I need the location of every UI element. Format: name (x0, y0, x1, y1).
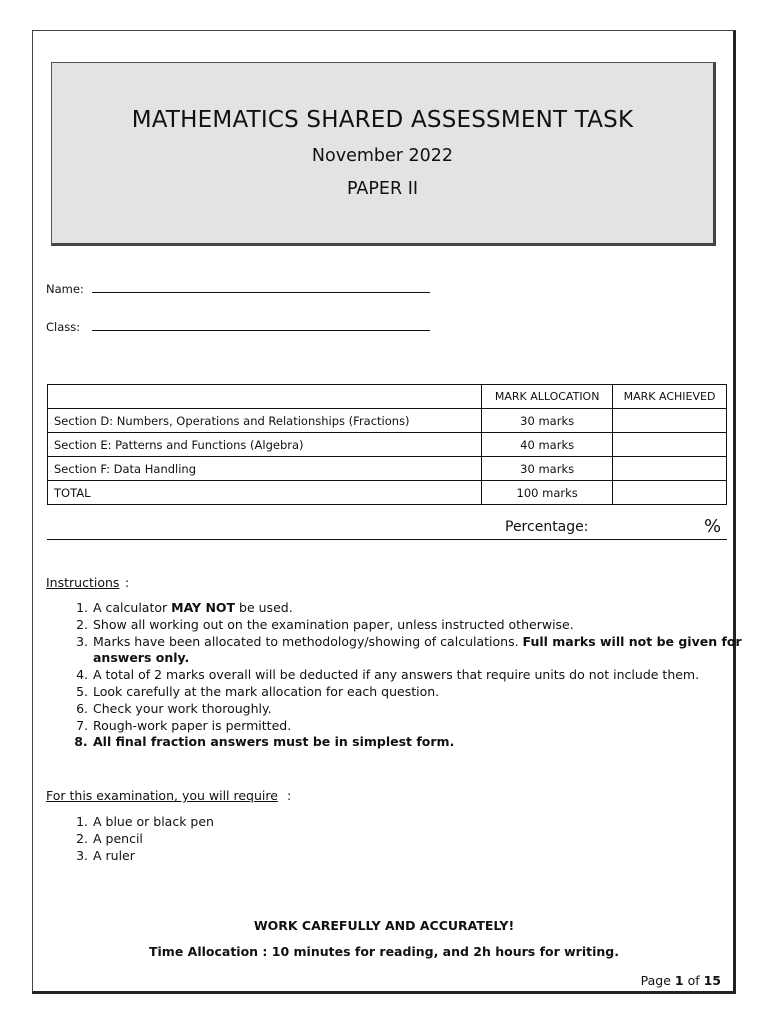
list-item: 2. Show all working out on the examination paper, unless instructed otherwise. (92, 617, 742, 634)
list-item (92, 600, 742, 617)
header-mark-allocation: MARK ALLOCATION (482, 385, 613, 409)
item-bold-text: MAY NOT (171, 600, 236, 615)
name-label: Name: (46, 282, 84, 296)
class-field-row (46, 320, 430, 334)
achieved-cell[interactable] (613, 433, 727, 457)
page-of: of (683, 973, 704, 988)
name-line[interactable] (92, 282, 430, 293)
percentage-label: Percentage: (505, 519, 589, 535)
list-item: 5. Look carefully at the mark allocation for each question. (92, 684, 742, 701)
document-paper: PAPER II (346, 179, 419, 199)
table-row (48, 433, 727, 457)
instructions-heading-text: Instructions (46, 575, 120, 590)
list-item: 7. Rough-work paper is permitted. (92, 718, 742, 735)
document-date: November 2022 (311, 146, 454, 166)
class-line[interactable] (92, 320, 430, 331)
list-item: 6. Check your work thoroughly. (92, 701, 742, 718)
section-cell: TOTAL (48, 481, 482, 505)
achieved-cell[interactable] (613, 481, 727, 505)
allocation-cell: 40 marks (482, 433, 613, 457)
item-text: be used. (235, 600, 293, 615)
item-text: Marks have been allocated to methodology/showing of calculations. (93, 633, 523, 649)
table-row (48, 409, 727, 433)
table-row (48, 457, 727, 481)
requirements-heading-text: For this examination, you will require (46, 788, 278, 803)
document-title: MATHEMATICS SHARED ASSESSMENT TASK (131, 107, 634, 133)
table-row-total (48, 481, 727, 505)
list-item: 2. A pencil (92, 831, 742, 848)
list-item: 8. All final fraction answers must be in simplest form. (92, 734, 742, 751)
header-section (48, 385, 482, 409)
section-cell: Section E: Patterns and Functions (Algebra) (48, 433, 482, 457)
achieved-cell[interactable] (613, 409, 727, 433)
section-cell: Section D: Numbers, Operations and Relationships (Fractions) (48, 409, 482, 433)
percentage-sign: % (704, 516, 722, 537)
name-field-row (46, 282, 430, 296)
instructions-heading-colon: : (125, 575, 130, 590)
instructions-list (46, 600, 742, 751)
list-item (92, 634, 742, 668)
item-text: A calculator (93, 600, 172, 615)
caution-text: WORK CAREFULLY AND ACCURATELY! (253, 918, 515, 933)
header-mark-achieved: MARK ACHIEVED (613, 385, 727, 409)
requirements-heading-colon: : (287, 788, 292, 803)
mark-table (47, 384, 727, 505)
allocation-cell: 100 marks (482, 481, 613, 505)
instructions-heading (46, 575, 119, 590)
page-prefix: Page (640, 973, 675, 988)
item-bold-text: . (184, 650, 190, 666)
requirements-list (46, 814, 742, 864)
requirements-heading (46, 788, 278, 803)
header-box (51, 62, 716, 246)
page-number (641, 973, 721, 988)
item-bold-text: Full marks will not be given for answers only (93, 633, 742, 666)
time-allocation-text: Time Allocation : 10 minutes for reading, and 2h hours for writing. (148, 944, 619, 959)
list-item: 4. A total of 2 marks overall will be deducted if any answers that require units do not include them. (92, 667, 742, 684)
achieved-cell[interactable] (613, 457, 727, 481)
section-cell: Section F: Data Handling (48, 457, 482, 481)
page-current: 1 (674, 973, 684, 988)
allocation-cell: 30 marks (482, 409, 613, 433)
page-total: 15 (703, 973, 721, 988)
list-item: 1. A blue or black pen (92, 814, 742, 831)
list-item: 3. A ruler (92, 848, 742, 865)
allocation-cell: 30 marks (482, 457, 613, 481)
class-label: Class: (46, 320, 81, 334)
mark-table-header (48, 385, 727, 409)
percentage-row (47, 516, 727, 540)
